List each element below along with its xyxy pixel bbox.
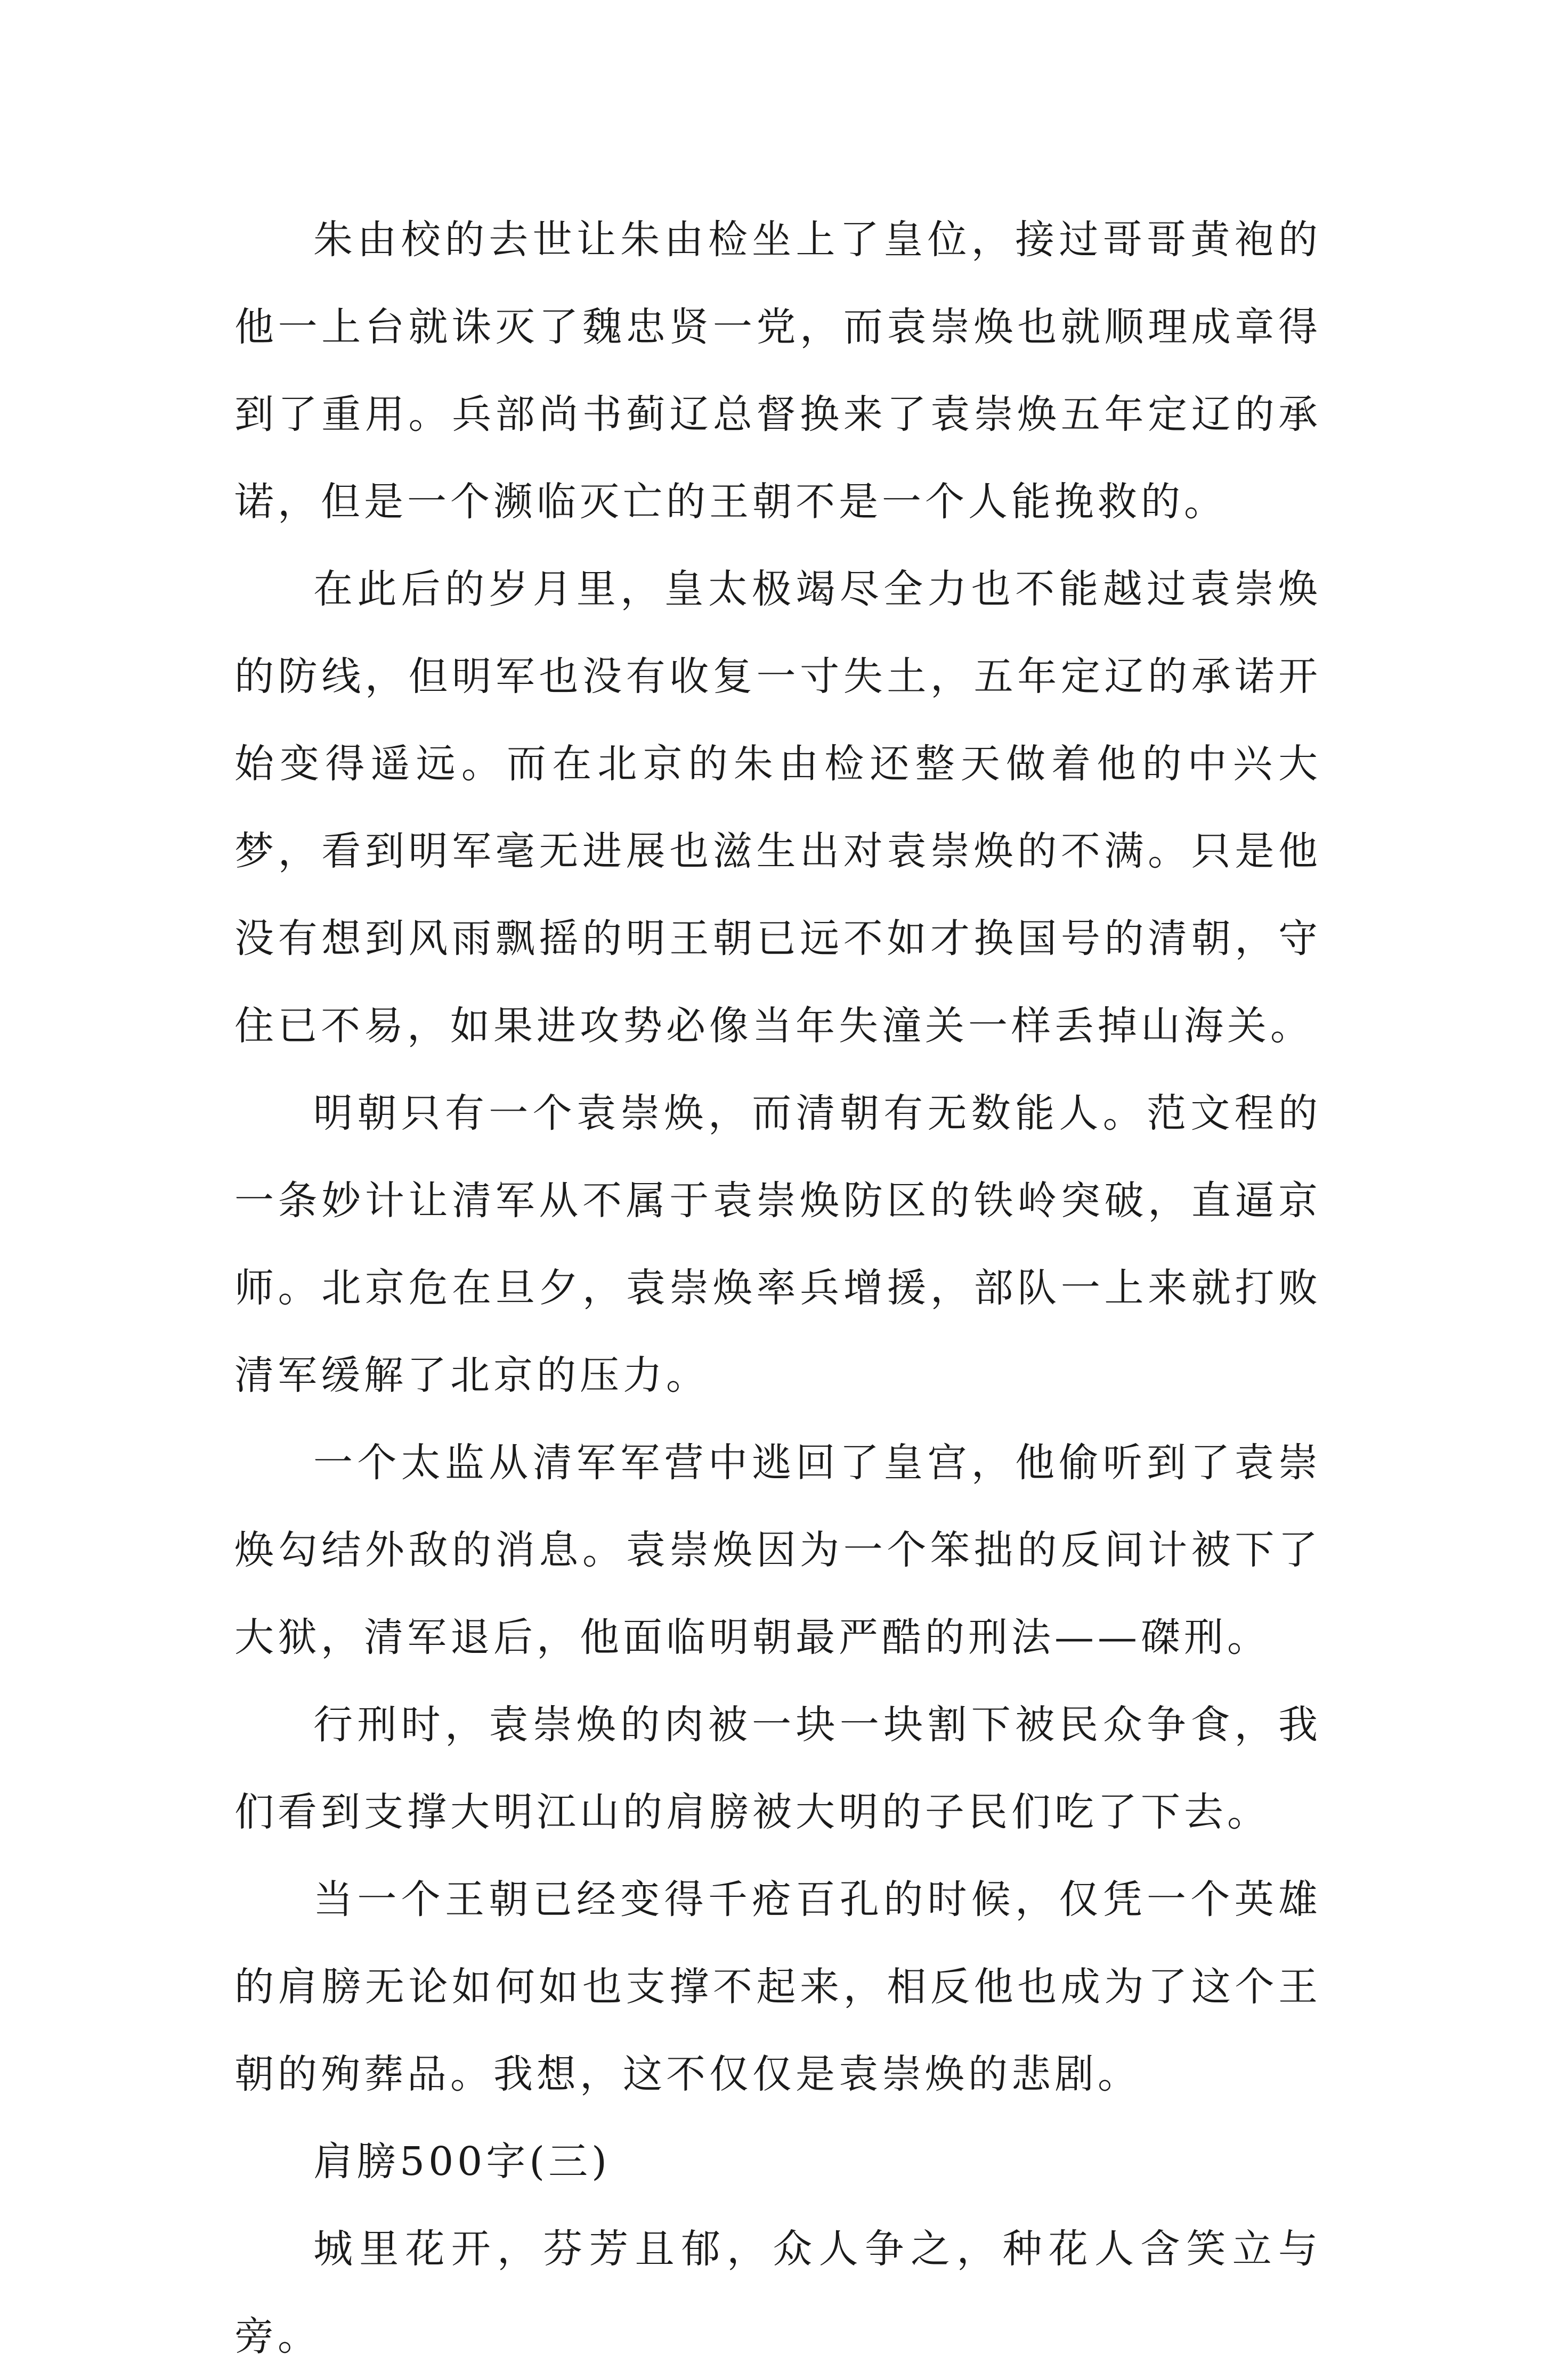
paragraph-4: 一个太监从清军军营中逃回了皇宫，他偷听到了袁崇焕勾结外敌的消息。袁崇焕因为一个笨拙的反间计被下了大狱，清军退后，他面临明朝最严酷的刑法——磔刑。: [234, 1440, 1321, 1660]
paragraph-6: 当一个王朝已经变得千疮百孔的时候，仅凭一个英雄的肩膀无论如何如也支撑不起来，相反他也成为了这个王朝的殉葬品。我想，这不仅仅是袁崇焕的悲剧。: [234, 1877, 1321, 2097]
paragraph-3: 明朝只有一个袁崇焕，而清朝有无数能人。范文程的一条妙计让清军从不属于袁崇焕防区的铁岭突破，直逼京师。北京危在旦夕，袁崇焕率兵增援，部队一上来就打败清军缓解了北京的压力。: [234, 1090, 1321, 1398]
document-body: [234, 196, 1321, 2380]
paragraph-2: 在此后的岁月里，皇太极竭尽全力也不能越过袁崇焕的防线，但明军也没有收复一寸失土，五年定辽的承诺开始变得遥远。而在北京的朱由检还整天做着他的中兴大梦，看到明军毫无进展也滋生出对袁崇焕的不满。只是他没有想到风雨飘摇的明王朝已远不如才换国号的清朝，守住已不易，如果进攻势必像当年失潼关一样丢掉山海关。: [234, 566, 1321, 1049]
paragraph-1: 朱由校的去世让朱由检坐上了皇位，接过哥哥黄袍的他一上台就诛灭了魏忠贤一党，而袁崇焕也就顺理成章得到了重用。兵部尚书蓟辽总督换来了袁崇焕五年定辽的承诺，但是一个濒临灭亡的王朝不是一个人能挽救的。: [234, 217, 1321, 525]
paragraph-5: 行刑时，袁崇焕的肉被一块一块割下被民众争食，我们看到支撑大明江山的肩膀被大明的子民们吃了下去。: [234, 1702, 1321, 1835]
paragraph-7: 城里花开，芬芳且郁，众人争之，种花人含笑立与旁。: [234, 2226, 1321, 2359]
section-heading: 肩膀500字(三): [313, 2139, 611, 2185]
